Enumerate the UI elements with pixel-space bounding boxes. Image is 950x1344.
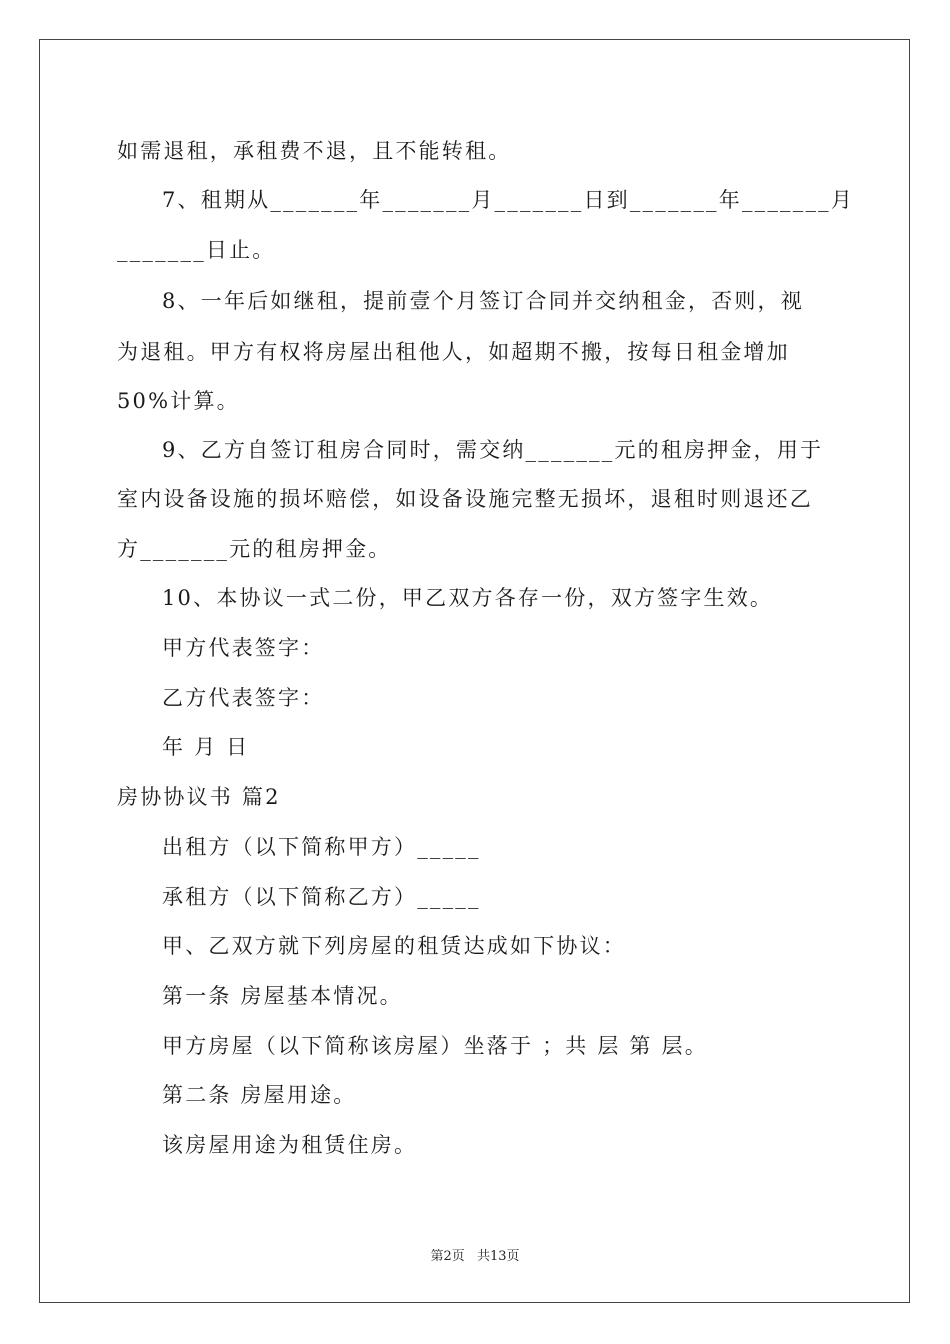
article-heading: 第一条 房屋基本情况。 (162, 984, 403, 1008)
signature-label: 乙方代表签字： (162, 686, 325, 710)
text-line: 50%计算。 (117, 389, 240, 413)
text-line: 出租方（以下简称甲方）_____ (162, 835, 481, 859)
text-line: 方_______元的租房押金。 (117, 537, 392, 561)
signature-label: 甲方代表签字： (162, 636, 325, 660)
page-total: 共13页 (476, 1249, 520, 1264)
text-line: 10、本协议一式二份，甲乙双方各存一份，双方签字生效。 (162, 586, 774, 610)
text-line: _______日止。 (117, 238, 276, 262)
text-line: 如需退租，承租费不退，且不能转租。 (117, 139, 512, 163)
text-line: 7、租期从_______年_______月_______日到_______年_______月 (162, 188, 855, 212)
article-heading: 第二条 房屋用途。 (162, 1083, 357, 1107)
text-line: 该房屋用途为租赁住房。 (162, 1133, 418, 1157)
page-footer (0, 1248, 950, 1266)
text-line: 室内设备设施的损坏赔偿，如设备设施完整无损坏，退租时则退还乙 (117, 487, 813, 511)
date-line: 年 月 日 (162, 735, 250, 759)
page-number: 第2页 (430, 1249, 465, 1264)
section-heading: 房协协议书 篇2 (117, 785, 281, 809)
text-line: 甲方房屋（以下简称该房屋）坐落于 ；共 层 第 层。 (162, 1034, 708, 1058)
text-line: 8、一年后如继租，提前壹个月签订合同并交纳租金，否则，视 (162, 289, 804, 313)
text-line: 为退租。甲方有权将房屋出租他人，如超期不搬，按每日租金增加 (117, 340, 790, 364)
text-line: 承租方（以下简称乙方）_____ (162, 885, 481, 909)
text-line: 9、乙方自签订租房合同时，需交纳_______元的租房押金，用于 (162, 438, 824, 462)
text-line: 甲、乙双方就下列房屋的租赁达成如下协议： (162, 934, 626, 958)
